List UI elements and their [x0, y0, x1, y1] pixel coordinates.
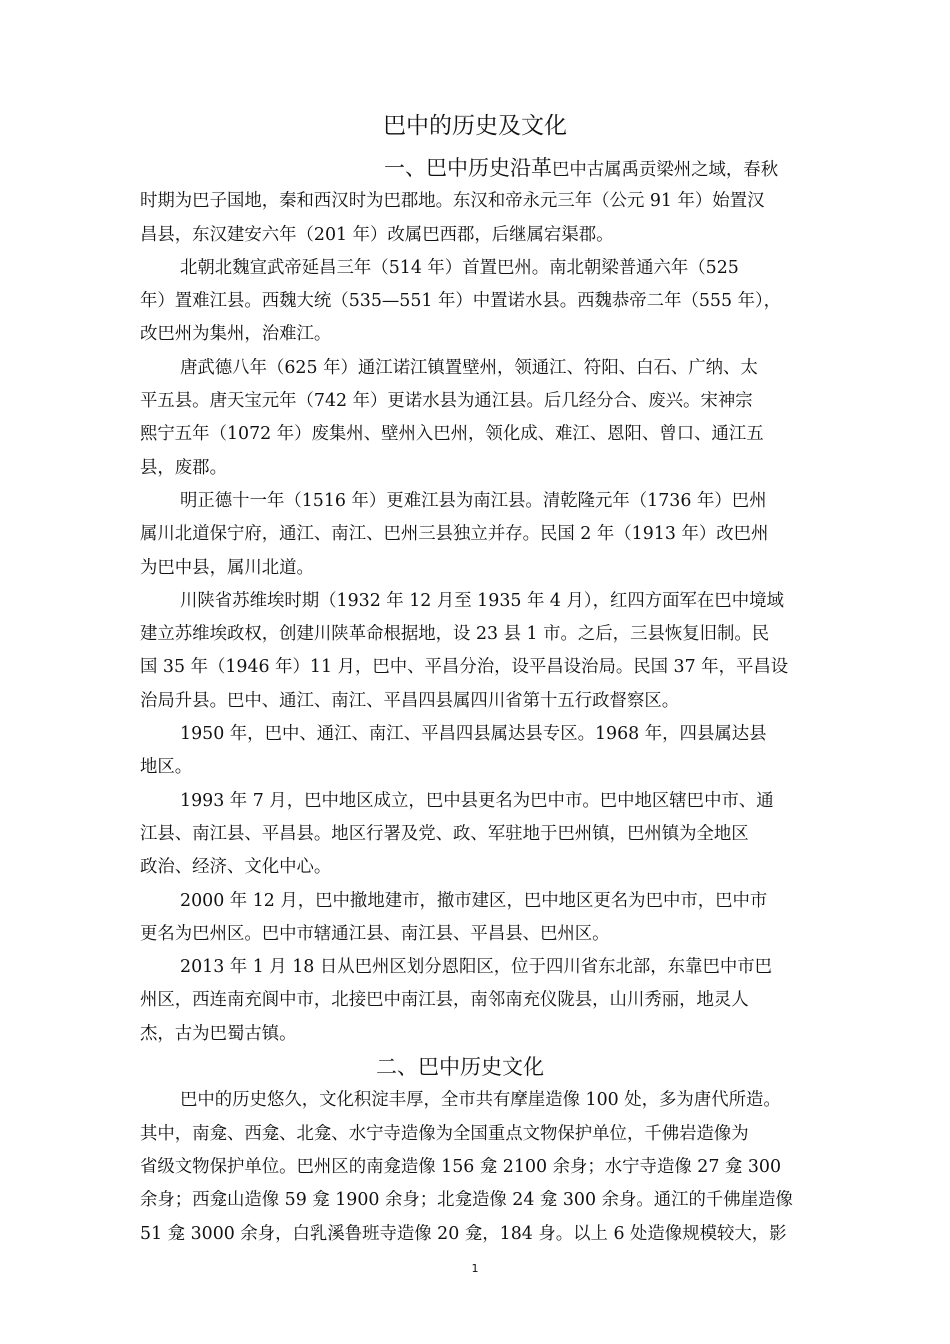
- section-1-heading: 一、巴中历史沿革: [384, 156, 552, 180]
- paragraph-line: 余身；西龛山造像 59 龛 1900 余身；北龛造像 24 龛 300 余身。通江的千佛崖造像: [140, 1190, 793, 1211]
- paragraph-line: 改巴州为集州，治难江。: [140, 324, 332, 345]
- paragraph-line: 熙宁五年（1072 年）废集州、壁州入巴州，领化成、难江、恩阳、曾口、通江五: [140, 424, 764, 445]
- document-title: 巴中的历史及文化: [383, 113, 567, 139]
- paragraph-line: 唐武德八年（625 年）通江诺江镇置壁州，领通江、符阳、白石、广纳、太: [180, 357, 758, 378]
- paragraph-line: 其中，南龛、西龛、北龛、水宁寺造像为全国重点文物保护单位，千佛岩造像为: [140, 1123, 749, 1144]
- paragraph-line: 平五县。唐天宝元年（742 年）更诺水县为通江县。后几经分合、废兴。宋神宗: [140, 391, 753, 412]
- document-body: [140, 152, 820, 1251]
- paragraph-line: 时期为巴子国地，秦和西汉时为巴郡地。东汉和帝永元三年（公元 91 年）始置汉: [140, 191, 765, 212]
- paragraph-line: 昌县，东汉建安六年（201 年）改属巴西郡，后继属宕渠郡。: [140, 224, 614, 245]
- paragraph-line: 国 35 年（1946 年）11 月，巴中、平昌分治，设平昌设治局。民国 37 年，平昌设: [140, 657, 789, 678]
- section-2-heading-line: [140, 1051, 820, 1084]
- paragraph-line: 江县、南江县、平昌县。地区行署及党、政、军驻地于巴州镇，巴州镇为全地区: [140, 823, 749, 844]
- paragraph-line: 1993 年 7 月，巴中地区成立，巴中县更名为巴中市。巴中地区辖巴中市、通: [180, 790, 774, 811]
- paragraph-line: 建立苏维埃政权，创建川陕革命根据地，设 23 县 1 市。之后，三县恢复旧制。民: [140, 624, 770, 645]
- paragraph-line: 政治、经济、文化中心。: [140, 857, 332, 878]
- paragraph-line: 巴中的历史悠久，文化积淀丰厚，全市共有摩崖造像 100 处，多为唐代所造。: [180, 1090, 781, 1111]
- paragraph-line: 51 龛 3000 余身，白乳溪鲁班寺造像 20 龛，184 身。以上 6 处造像规模较大，影: [140, 1223, 787, 1244]
- paragraph-line: 省级文物保护单位。巴州区的南龛造像 156 龛 2100 余身；水宁寺造像 27 龛 300: [140, 1156, 782, 1177]
- paragraph-line: 2000 年 12 月，巴中撤地建市，撤市建区，巴中地区更名为巴中市，巴中市: [180, 890, 768, 911]
- paragraph-line: 杰，古为巴蜀古镇。: [140, 1023, 297, 1044]
- paragraph-line: 县，废郡。: [140, 457, 227, 478]
- page-number: 1: [471, 1262, 479, 1275]
- paragraph-line: 地区。: [140, 757, 193, 778]
- paragraph-line: 北朝北魏宣武帝延昌三年（514 年）首置巴州。南北朝梁普通六年（525: [180, 257, 739, 278]
- section-1-lead: 巴中古属禹贡梁州之域，春秋: [552, 160, 779, 180]
- section-1-heading-line: [140, 152, 820, 185]
- paragraph-line: 州区，西连南充阆中市，北接巴中南江县，南邻南充仪陇县，山川秀丽，地灵人: [140, 990, 749, 1011]
- paragraph-line: 明正德十一年（1516 年）更难江县为南江县。清乾隆元年（1736 年）巴州: [180, 490, 767, 511]
- paragraph-line: 2013 年 1 月 18 日从巴州区划分恩阳区，位于四川省东北部，东靠巴中市巴: [180, 957, 773, 978]
- section-2-heading: 二、巴中历史文化: [376, 1055, 544, 1080]
- paragraph-line: 属川北道保宁府，通江、南江、巴州三县独立并存。民国 2 年（1913 年）改巴州: [140, 524, 769, 545]
- paragraph-line: 为巴中县，属川北道。: [140, 557, 314, 578]
- paragraph-line: 年）置难江县。西魏大统（535—551 年）中置诺水县。西魏恭帝二年（555 年），: [140, 291, 782, 312]
- paragraph-line: 更名为巴州区。巴中市辖通江县、南江县、平昌县、巴州区。: [140, 923, 610, 944]
- paragraph-line: 川陕省苏维埃时期（1932 年 12 月至 1935 年 4 月），红四方面军在巴中境域: [180, 590, 784, 611]
- paragraph-line: 治局升县。巴中、通江、南江、平昌四县属四川省第十五行政督察区。: [140, 690, 680, 711]
- paragraph-line: 1950 年，巴中、通江、南江、平昌四县属达县专区。1968 年，四县属达县: [180, 724, 767, 745]
